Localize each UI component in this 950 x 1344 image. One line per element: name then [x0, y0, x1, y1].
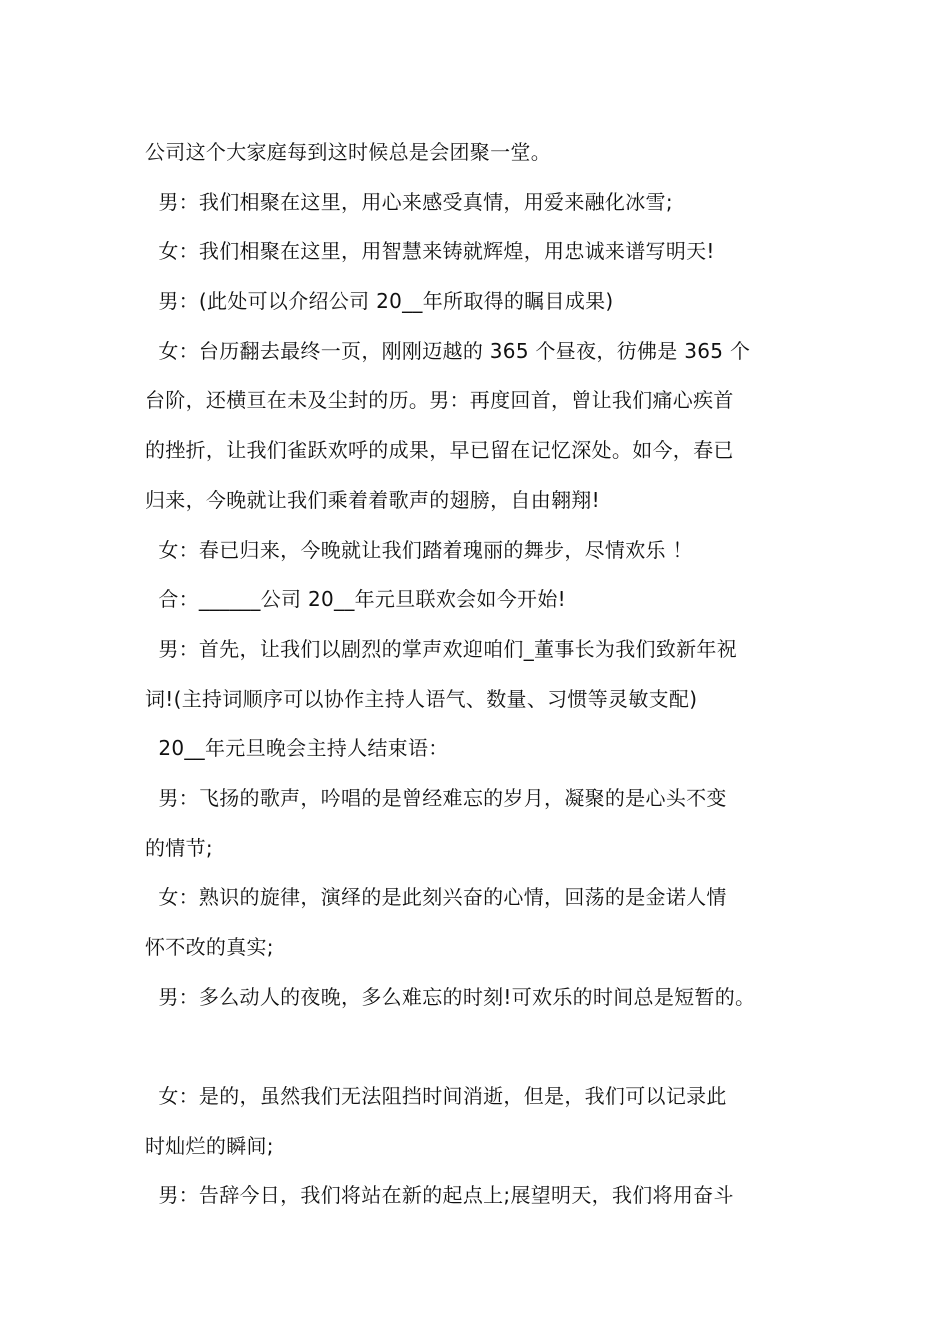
section-heading: 20__年元旦晚会主持人结束语： [145, 736, 449, 761]
text-line: 男：首先，让我们以剧烈的掌声欢迎咱们_董事长为我们致新年祝 [145, 636, 738, 661]
text-line: 词!(主持词顺序可以协作主持人语气、数量、习惯等灵敏支配) [145, 686, 698, 711]
text-line: 女：台历翻去最终一页，刚刚迈越的 365 个昼夜，彷佛是 365 个 [145, 338, 751, 363]
text-line: 男：我们相聚在这里，用心来感受真情，用爱来融化冰雪; [145, 189, 673, 214]
text-line: 的情节; [145, 835, 213, 860]
text-line: 归来，今晚就让我们乘着着歌声的翅膀，自由翱翔! [145, 487, 600, 512]
blank-line [145, 1022, 825, 1072]
text-line: 合：______公司 20__年元旦联欢会如今开始! [145, 587, 566, 612]
text-line: 台阶，还横亘在未及尘封的历。男：再度回首，曾让我们痛心疾首 [145, 388, 734, 413]
text-line: 男：多么动人的夜晚，多么难忘的时刻!可欢乐的时间总是短暂的。 [145, 984, 756, 1009]
text-line: 怀不改的真实; [145, 935, 274, 959]
text-line: 公司这个大家庭每到这时候总是会团聚一堂。 [145, 140, 551, 164]
text-line: 女：是的，虽然我们无法阻挡时间消逝，但是，我们可以记录此 [145, 1084, 727, 1109]
document-body [145, 128, 825, 1221]
text-line: 时灿烂的瞬间; [145, 1133, 274, 1158]
text-line: 的挫折，让我们雀跃欢呼的成果，早已留在记忆深处。如今，春已 [145, 438, 734, 463]
text-line: 男：(此处可以介绍公司 20__年所取得的瞩目成果) [145, 289, 614, 314]
text-line: 女：春已归来，今晚就让我们踏着瑰丽的舞步，尽情欢乐 ！ [145, 537, 693, 562]
text-line: 男：飞扬的歌声，吟唱的是曾经难忘的岁月，凝聚的是心头不变 [145, 785, 727, 810]
text-line: 男：告辞今日，我们将站在新的起点上;展望明天，我们将用奋斗 [145, 1183, 734, 1208]
text-line: 女：熟识的旋律，演绎的是此刻兴奋的心情，回荡的是金诺人情 [145, 885, 727, 910]
text-line: 女：我们相聚在这里，用智慧来铸就辉煌，用忠诚来谱写明天! [145, 239, 715, 264]
